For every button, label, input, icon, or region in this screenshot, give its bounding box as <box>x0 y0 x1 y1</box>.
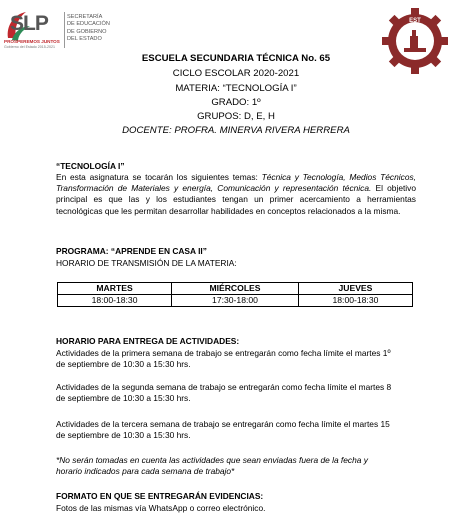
evidence-heading: FORMATO EN QUE SE ENTREGARÁN EVIDENCIAS: <box>56 491 264 501</box>
grade-line: GRADO: 1º <box>211 97 261 108</box>
late-note-line1: *No serán tomadas en cuenta las actividades que sean enviadas fuera de la fecha y <box>56 455 368 465</box>
school-gear-emblem-icon <box>380 6 450 76</box>
table-header-cell: MIÉRCOLES <box>172 283 299 295</box>
emblem-label: EST <box>409 18 421 24</box>
topics-list: Técnica y Tecnología, Medios Técnicos, Transformación de Materiales y energía, Comunicación y representación técnica. <box>56 172 416 194</box>
teacher-line: DOCENTE: PROFRA. MINERVA RIVERA HERRERA <box>122 125 350 136</box>
table-cell: 17:30-18:00 <box>172 295 299 307</box>
broadcast-schedule-table <box>57 282 413 307</box>
table-row <box>58 295 413 307</box>
evidence-text: Fotos de las mismas vía WhatsApp o correo electrónico. <box>56 503 266 513</box>
table-cell: 18:00-18:30 <box>298 295 412 307</box>
groups-line: GRUPOS: D, E, H <box>197 111 275 122</box>
table-header-cell: JUEVES <box>298 283 412 295</box>
slp-wordmark: SLP <box>10 12 48 35</box>
delivery-week-2-line2: de septiembre de 10:30 a 15:30 hrs. <box>56 393 191 403</box>
delivery-week-1-line2: de septiembre de 10:30 a 15:30 hrs. <box>56 359 191 369</box>
slp-subline: Gobierno del Estado 2015-2021 <box>4 45 55 49</box>
slp-tagline: PROSPEREMOS JUNTOS <box>4 39 60 44</box>
slp-government-logo <box>4 8 114 50</box>
deliveries-heading: HORARIO PARA ENTREGA DE ACTIVIDADES: <box>56 336 240 346</box>
late-note-line2: horario indicados para cada semana de trabajo* <box>56 466 235 476</box>
program-subheading: HORARIO DE TRANSMISIÓN DE LA MATERIA: <box>56 258 237 268</box>
secretaria-text: SECRETARÍA DE EDUCACIÓN DE GOBIERNO DEL ESTADO <box>67 14 110 43</box>
delivery-week-1-line1: Actividades de la primera semana de trabajo se entregarán como fecha límite el martes 1º <box>56 348 391 358</box>
intro-paragraph: En esta asignatura se tocarán los siguientes temas: Técnica y Tecnología, Medios Técnicos, Transformación de Materiales y energía, Comunicación y representación técnica. El objetivo principal es que las y los estudiantes tengan un primer acercamiento a herramientas tecnológicas que les permitan desarrollar habilidades en conceptos relacionados a la misma. <box>56 172 417 216</box>
intro-heading: “TECNOLOGÍA I” <box>56 161 125 171</box>
school-name: ESCUELA SECUNDARIA TÉCNICA No. 65 <box>141 53 331 64</box>
table-header-cell: MARTES <box>58 283 172 295</box>
delivery-week-2-line1: Actividades de la segunda semana de trabajo se entregarán como fecha límite el martes 8 <box>56 382 392 392</box>
subject-line: MATERIA: “TECNOLOGÍA I” <box>175 83 297 94</box>
program-heading: PROGRAMA: “APRENDE EN CASA II” <box>56 246 207 256</box>
table-row <box>58 283 413 295</box>
logo-divider <box>64 12 65 48</box>
school-cycle: CICLO ESCOLAR 2020-2021 <box>172 68 300 79</box>
delivery-week-3-line1: Actividades de la tercera semana de trabajo se entregarán como fecha límite el martes 15 <box>56 419 390 429</box>
table-cell: 18:00-18:30 <box>58 295 172 307</box>
delivery-week-3-line2: de septiembre de 10:30 a 15:30 hrs. <box>56 430 191 440</box>
